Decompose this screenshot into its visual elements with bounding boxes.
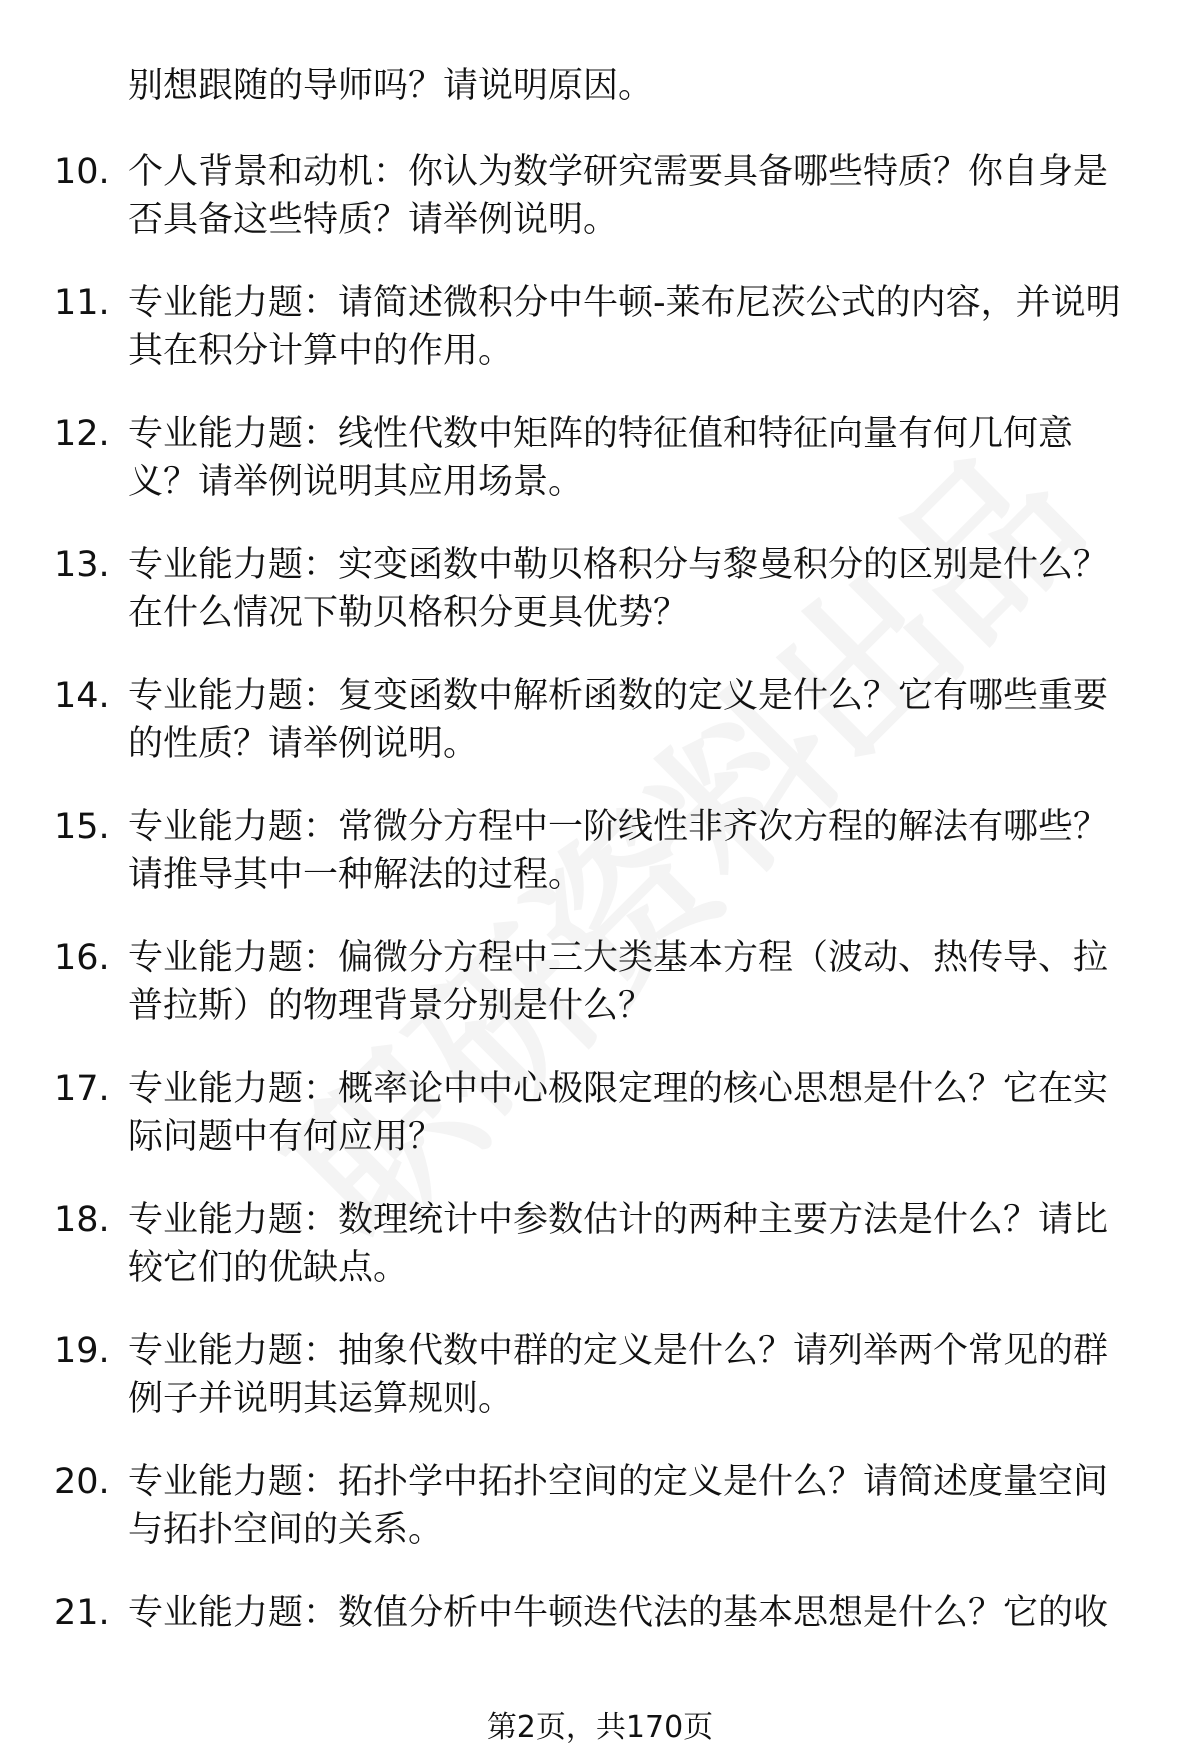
question-line: 请推导其中一种解法的过程。 [128,855,584,895]
question-number: 19. [54,1331,110,1371]
question-line: 际问题中有何应用？ [128,1117,444,1157]
question-text [128,1196,1148,1292]
question-text [128,1589,1148,1637]
question-text [128,148,1148,244]
question-item [0,1458,1200,1589]
question-line: 例子并说明其运算规则。 [128,1379,514,1419]
question-text [128,803,1148,899]
page-footer: 第2页，共170页 [486,1710,714,1745]
question-text [128,410,1148,506]
question-number: 13. [54,545,110,585]
question-line: 其在积分计算中的作用。 [128,331,514,371]
question-number: 14. [54,676,110,716]
question-line: 专业能力题：数值分析中牛顿迭代法的基本思想是什么？它的收 [128,1593,1109,1633]
question-item [0,803,1200,934]
question-number: 16. [54,938,110,978]
question-line: 专业能力题：拓扑学中拓扑空间的定义是什么？请简述度量空间 [128,1462,1109,1502]
question-text [128,1458,1148,1554]
question-line: 否具备这些特质？请举例说明。 [128,200,619,240]
question-line: 较它们的优缺点。 [128,1248,409,1288]
question-text [128,279,1148,375]
question-item [0,541,1200,672]
continuation-text: 别想跟随的导师吗？请说明原因。 [128,66,654,106]
question-line: 专业能力题：偏微分方程中三大类基本方程（波动、热传导、拉 [128,938,1109,978]
question-number: 10. [54,152,110,192]
question-line: 专业能力题：常微分方程中一阶线性非齐次方程的解法有哪些？ [128,807,1109,847]
question-line: 个人背景和动机：你认为数学研究需要具备哪些特质？你自身是 [128,152,1109,192]
question-line: 在什么情况下勒贝格积分更具优势？ [128,593,689,633]
question-line: 普拉斯）的物理背景分别是什么？ [128,986,654,1026]
question-number: 18. [54,1200,110,1240]
question-text [128,1327,1148,1423]
question-text [128,934,1148,1030]
question-item [0,934,1200,1065]
question-number: 12. [54,414,110,454]
question-line: 专业能力题：复变函数中解析函数的定义是什么？它有哪些重要 [128,676,1109,716]
question-line: 与拓扑空间的关系。 [128,1510,444,1550]
question-number: 21. [54,1593,110,1633]
question-item [0,148,1200,279]
question-line: 专业能力题：抽象代数中群的定义是什么？请列举两个常见的群 [128,1331,1109,1371]
question-item [0,1589,1200,1720]
question-item [0,1196,1200,1327]
question-number: 15. [54,807,110,847]
question-number: 11. [54,283,110,323]
question-item [0,410,1200,541]
question-line: 专业能力题：数理统计中参数估计的两种主要方法是什么？请比 [128,1200,1109,1240]
question-line: 专业能力题：线性代数中矩阵的特征值和特征向量有何几何意 [128,414,1074,454]
question-item [0,279,1200,410]
question-number: 17. [54,1069,110,1109]
question-line: 义？请举例说明其应用场景。 [128,462,584,502]
question-item [0,1065,1200,1196]
question-text [128,541,1148,637]
question-number: 20. [54,1462,110,1502]
question-text [128,672,1148,768]
question-item [0,1327,1200,1458]
question-line: 的性质？请举例说明。 [128,724,479,764]
question-line: 专业能力题：概率论中中心极限定理的核心思想是什么？它在实 [128,1069,1109,1109]
question-line: 专业能力题：请简述微积分中牛顿-莱布尼茨公式的内容，并说明 [128,283,1121,323]
question-list [0,148,1200,1720]
question-text [128,1065,1148,1161]
question-item [0,672,1200,803]
question-line: 专业能力题：实变函数中勒贝格积分与黎曼积分的区别是什么？ [128,545,1109,585]
